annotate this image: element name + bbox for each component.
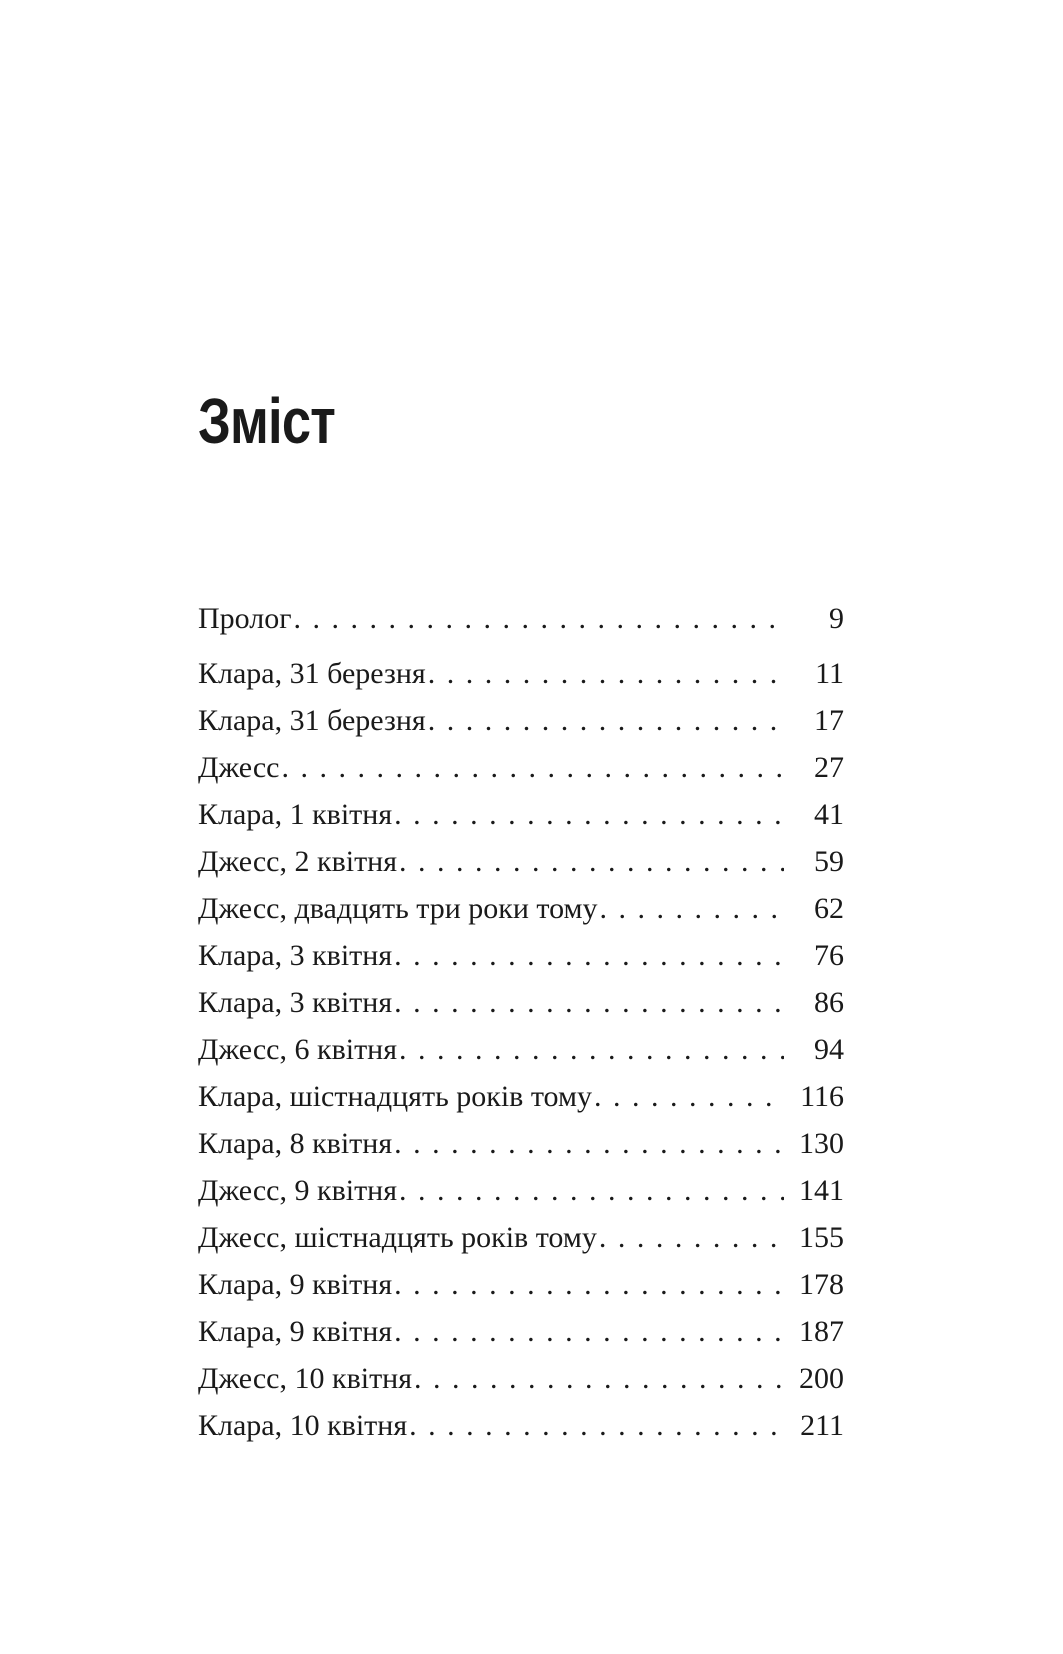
toc-entry-label: Джесс, 2 квітня xyxy=(198,845,398,878)
toc-entry-page: 211 xyxy=(800,1409,844,1442)
dot-leader xyxy=(392,1261,784,1308)
toc-entry-label: Джесс, 9 квітня xyxy=(198,1174,398,1207)
toc-entry xyxy=(198,744,844,791)
toc-entry xyxy=(198,1120,844,1167)
dot-leader xyxy=(397,1026,784,1073)
dot-leader xyxy=(392,932,784,979)
toc-entry-label: Джесс, 6 квітня xyxy=(198,1033,398,1066)
toc-entry-page: 94 xyxy=(814,1033,844,1066)
toc-entry-page: 76 xyxy=(814,939,844,972)
toc-entry-page: 200 xyxy=(799,1362,844,1395)
toc-entry-label: Клара, 3 квітня xyxy=(198,939,393,972)
toc-entry-page: 86 xyxy=(814,986,844,1019)
dot-leader xyxy=(392,979,784,1026)
toc-entry-label: Клара, 31 березня xyxy=(198,657,426,690)
page-title: Зміст xyxy=(198,385,336,457)
toc-entry-page: 17 xyxy=(814,704,844,737)
toc-entry xyxy=(198,697,844,744)
dot-leader xyxy=(592,1073,784,1120)
toc-entry-page: 41 xyxy=(814,798,844,831)
toc-entry xyxy=(198,595,844,650)
dot-leader xyxy=(407,1402,784,1449)
table-of-contents xyxy=(198,595,844,1449)
toc-entry-label: Клара, 9 квітня xyxy=(198,1315,393,1348)
toc-entry-label: Клара, 1 квітня xyxy=(198,798,393,831)
dot-leader xyxy=(397,838,784,885)
dot-leader xyxy=(598,885,784,932)
toc-entry xyxy=(198,1073,844,1120)
toc-entry xyxy=(198,1261,844,1308)
toc-entry xyxy=(198,932,844,979)
toc-entry-label: Джесс, 10 квітня xyxy=(198,1362,413,1395)
toc-entry-label: Джесс, шістнадцять років тому xyxy=(198,1221,597,1254)
toc-entry-page: 62 xyxy=(814,892,844,925)
dot-leader xyxy=(426,697,784,744)
toc-entry-page: 155 xyxy=(799,1221,844,1254)
toc-entry xyxy=(198,1026,844,1073)
dot-leader xyxy=(597,1214,784,1261)
toc-entry xyxy=(198,1214,844,1261)
toc-entry-label: Клара, 9 квітня xyxy=(198,1268,393,1301)
dot-leader xyxy=(397,1167,784,1214)
dot-leader xyxy=(392,791,784,838)
toc-entry xyxy=(198,885,844,932)
dot-leader xyxy=(392,1120,784,1167)
dot-leader xyxy=(412,1355,784,1402)
toc-entry xyxy=(198,1402,844,1449)
toc-entry-label: Клара, 31 березня xyxy=(198,704,426,737)
toc-entry-label: Пролог xyxy=(198,602,292,635)
toc-entry xyxy=(198,1167,844,1214)
toc-entry-label: Клара, 3 квітня xyxy=(198,986,393,1019)
toc-entry-page: 116 xyxy=(800,1080,844,1113)
toc-entry-label: Джесс xyxy=(198,751,280,784)
dot-leader xyxy=(392,1308,784,1355)
toc-entry-label: Клара, шістнадцять років тому xyxy=(198,1080,592,1113)
dot-leader xyxy=(280,744,785,791)
toc-entry-page: 141 xyxy=(799,1174,844,1207)
toc-entry xyxy=(198,1308,844,1355)
toc-entry xyxy=(198,650,844,697)
toc-entry-label: Джесс, двадцять три роки тому xyxy=(198,892,598,925)
toc-entry-page: 187 xyxy=(799,1315,844,1348)
toc-entry-page: 59 xyxy=(814,845,844,878)
toc-entry xyxy=(198,791,844,838)
toc-entry-page: 178 xyxy=(799,1268,844,1301)
toc-entry xyxy=(198,838,844,885)
toc-entry-page: 27 xyxy=(814,751,844,784)
toc-entry xyxy=(198,979,844,1026)
dot-leader xyxy=(426,650,784,697)
toc-entry-page: 130 xyxy=(799,1127,844,1160)
toc-entry xyxy=(198,1355,844,1402)
toc-entry-page: 9 xyxy=(829,602,844,635)
toc-entry-page: 11 xyxy=(815,657,844,690)
dot-leader xyxy=(292,595,784,642)
toc-entry-label: Клара, 10 квітня xyxy=(198,1409,408,1442)
toc-entry-label: Клара, 8 квітня xyxy=(198,1127,393,1160)
